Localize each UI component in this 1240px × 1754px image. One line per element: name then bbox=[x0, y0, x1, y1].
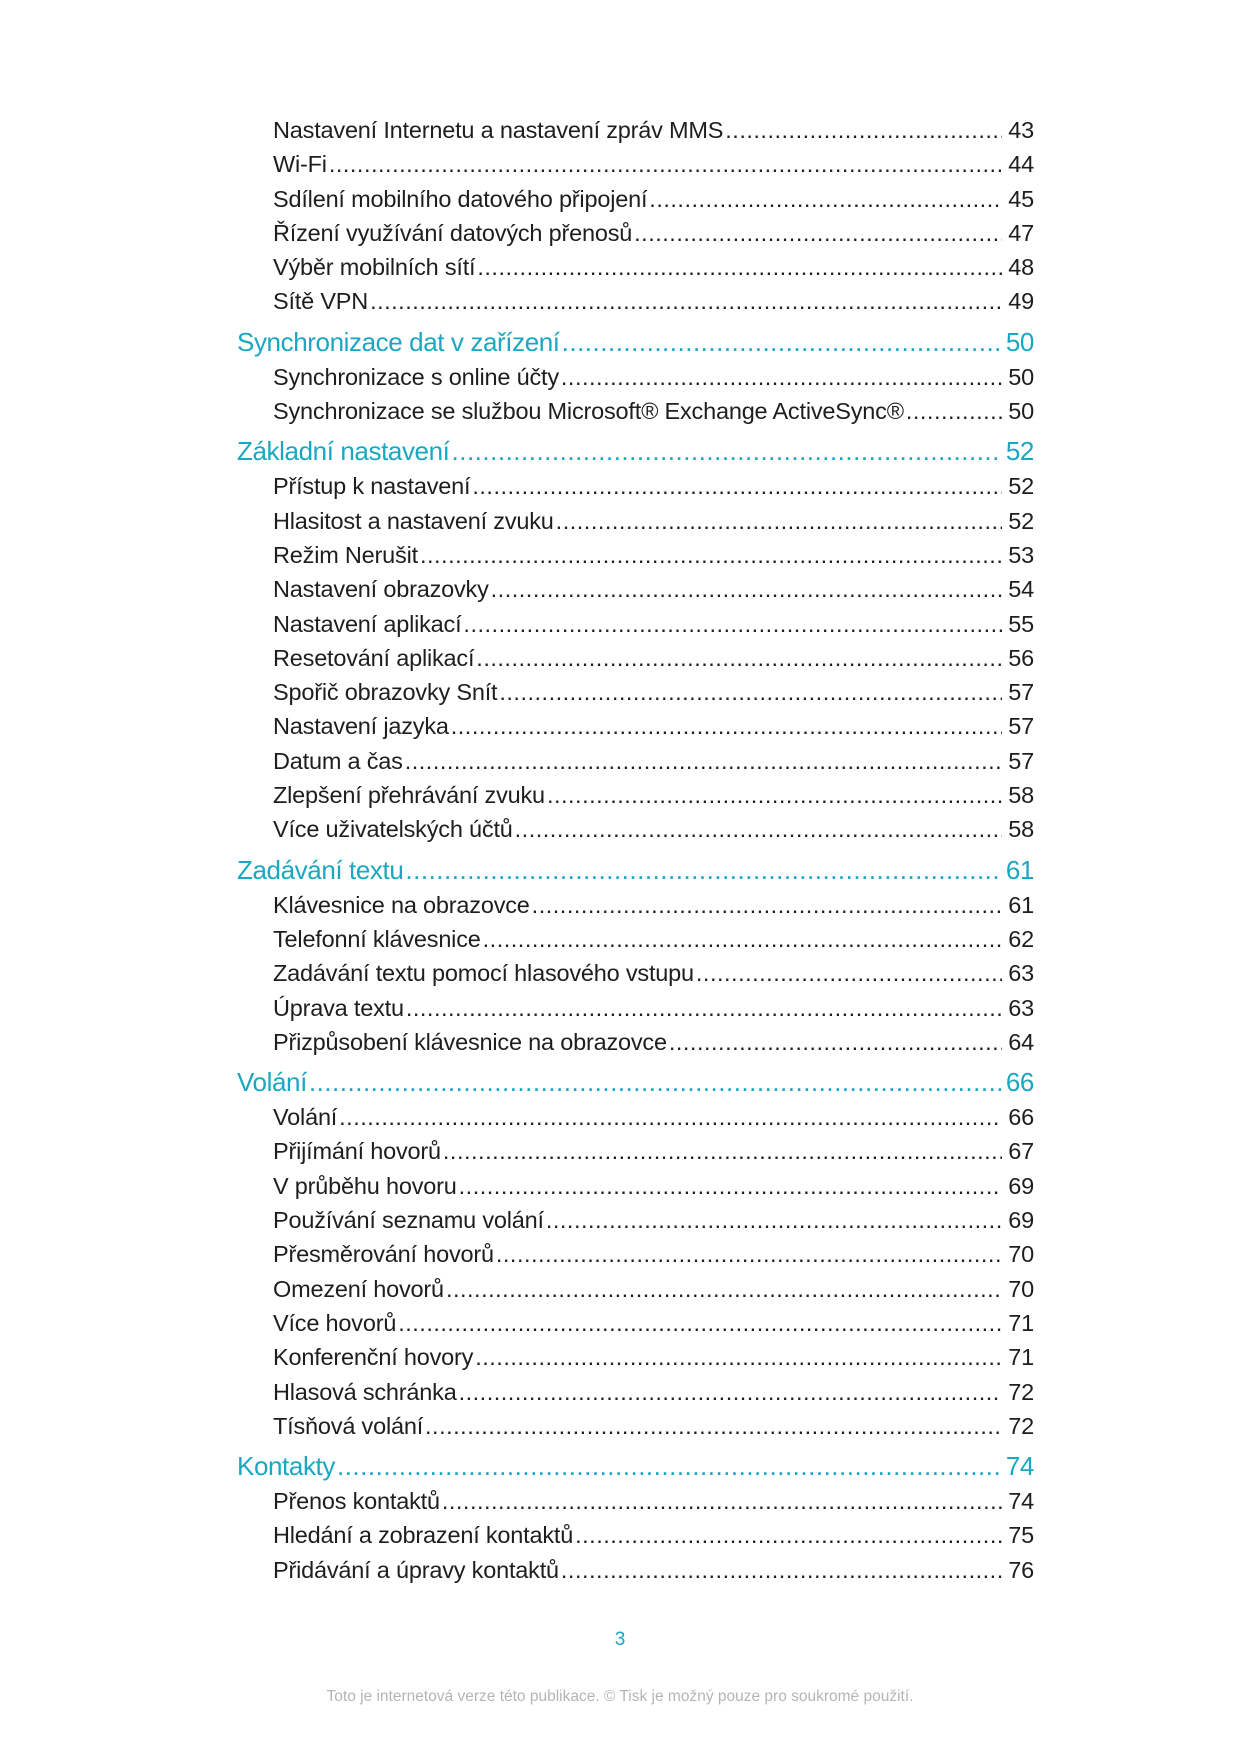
dot-leader bbox=[496, 1237, 1002, 1271]
dot-leader bbox=[337, 1446, 1002, 1484]
toc-title: Přesměrování hovorů bbox=[273, 1241, 494, 1268]
toc-page-number: 66 bbox=[1008, 1104, 1034, 1131]
toc-page-number: 45 bbox=[1008, 185, 1034, 212]
toc-entry[interactable] bbox=[273, 1553, 1034, 1587]
toc-entry[interactable] bbox=[273, 778, 1034, 812]
dot-leader bbox=[472, 469, 1002, 503]
toc-entry[interactable] bbox=[273, 1169, 1034, 1203]
toc-title: Nastavení obrazovky bbox=[273, 576, 489, 603]
toc-entry[interactable] bbox=[273, 744, 1034, 778]
dot-leader bbox=[561, 360, 1002, 394]
toc-chapter[interactable] bbox=[237, 1062, 1034, 1100]
toc-title: Synchronizace dat v zařízení bbox=[237, 326, 560, 357]
toc-entry[interactable] bbox=[273, 709, 1034, 743]
toc-page-number: 57 bbox=[1008, 679, 1034, 706]
toc-entry[interactable] bbox=[273, 1134, 1034, 1168]
dot-leader bbox=[420, 538, 1002, 572]
toc-entry[interactable] bbox=[273, 1100, 1034, 1134]
dot-leader bbox=[475, 1340, 1002, 1374]
toc-entry[interactable] bbox=[273, 182, 1034, 216]
dot-leader bbox=[476, 641, 1002, 675]
dot-leader bbox=[463, 607, 1002, 641]
toc-title: Přijímání hovorů bbox=[273, 1138, 441, 1165]
dot-leader bbox=[562, 322, 1002, 360]
toc-page-number: 70 bbox=[1008, 1241, 1034, 1268]
toc-page-number: 50 bbox=[1008, 363, 1034, 390]
toc-page-number: 52 bbox=[1005, 436, 1034, 467]
toc-title: Základní nastavení bbox=[237, 436, 450, 467]
toc-title: Více hovorů bbox=[273, 1309, 397, 1336]
toc-page-number: 50 bbox=[1008, 398, 1034, 425]
dot-leader bbox=[556, 504, 1002, 538]
toc-entry[interactable] bbox=[273, 1237, 1034, 1271]
toc-page-number: 58 bbox=[1008, 782, 1034, 809]
toc-entry[interactable] bbox=[273, 1272, 1034, 1306]
toc-entry[interactable] bbox=[273, 641, 1034, 675]
dot-leader bbox=[725, 113, 1002, 147]
toc-page-number: 75 bbox=[1008, 1522, 1034, 1549]
toc-entry[interactable] bbox=[273, 956, 1034, 990]
dot-leader bbox=[459, 1169, 1002, 1203]
dot-leader bbox=[491, 572, 1002, 606]
toc-page-number: 54 bbox=[1008, 576, 1034, 603]
toc-chapter[interactable] bbox=[237, 850, 1034, 888]
page-number: 3 bbox=[614, 1629, 626, 1650]
dot-leader bbox=[906, 394, 1002, 428]
toc-entry[interactable] bbox=[273, 1306, 1034, 1340]
toc-entry[interactable] bbox=[273, 922, 1034, 956]
dot-leader bbox=[329, 147, 1002, 181]
toc-title: Řízení využívání datových přenosů bbox=[273, 219, 633, 246]
dot-leader bbox=[499, 675, 1002, 709]
toc-page-number: 53 bbox=[1008, 541, 1034, 568]
toc-page-number: 58 bbox=[1008, 816, 1034, 843]
dot-leader bbox=[459, 1375, 1002, 1409]
toc-chapter[interactable] bbox=[237, 1446, 1034, 1484]
toc-entry[interactable] bbox=[273, 284, 1034, 318]
toc-title: V průběhu hovoru bbox=[273, 1172, 457, 1199]
toc-title: Datum a čas bbox=[273, 747, 403, 774]
toc-title: Resetování aplikací bbox=[273, 644, 475, 671]
dot-leader bbox=[561, 1553, 1002, 1587]
toc-entry[interactable] bbox=[273, 1025, 1034, 1059]
dot-leader bbox=[442, 1484, 1002, 1518]
dot-leader bbox=[515, 812, 1002, 846]
toc-title: Zadávání textu bbox=[237, 854, 404, 885]
toc-entry[interactable] bbox=[273, 1203, 1034, 1237]
toc-title: Hlasová schránka bbox=[273, 1378, 457, 1405]
toc-page-number: 69 bbox=[1008, 1172, 1034, 1199]
toc-title: Úprava textu bbox=[273, 994, 404, 1021]
toc-title: Více uživatelských účtů bbox=[273, 816, 513, 843]
dot-leader bbox=[405, 744, 1002, 778]
toc-entry[interactable] bbox=[273, 607, 1034, 641]
toc-title: Režim Nerušit bbox=[273, 541, 418, 568]
toc-page-number: 56 bbox=[1008, 644, 1034, 671]
toc-title: Přidávání a úpravy kontaktů bbox=[273, 1556, 559, 1583]
toc-title: Telefonní klávesnice bbox=[273, 925, 481, 952]
toc-page-number: 63 bbox=[1008, 960, 1034, 987]
dot-leader bbox=[405, 850, 1002, 888]
dot-leader bbox=[443, 1134, 1002, 1168]
dot-leader bbox=[477, 250, 1002, 284]
toc-page-number: 69 bbox=[1008, 1207, 1034, 1234]
toc-page-number: 71 bbox=[1008, 1344, 1034, 1371]
dot-leader bbox=[339, 1100, 1002, 1134]
toc-title: Přizpůsobení klávesnice na obrazovce bbox=[273, 1028, 667, 1055]
dot-leader bbox=[532, 888, 1002, 922]
toc-page-number: 61 bbox=[1008, 891, 1034, 918]
toc-page-number: 47 bbox=[1008, 219, 1034, 246]
toc-page-number: 74 bbox=[1008, 1488, 1034, 1515]
toc-entry[interactable] bbox=[273, 394, 1034, 428]
toc-entry[interactable] bbox=[273, 888, 1034, 922]
dot-leader bbox=[483, 922, 1002, 956]
toc-page-number: 64 bbox=[1008, 1028, 1034, 1055]
dot-leader bbox=[398, 1306, 1002, 1340]
toc-page-number: 74 bbox=[1005, 1451, 1034, 1482]
toc-entry[interactable] bbox=[273, 250, 1034, 284]
toc-title: Nastavení Internetu a nastavení zpráv MMS bbox=[273, 117, 724, 143]
toc-page-number: 43 bbox=[1008, 117, 1034, 143]
dot-leader bbox=[370, 284, 1002, 318]
dot-leader bbox=[309, 1062, 1002, 1100]
toc-page-number: 52 bbox=[1008, 507, 1034, 534]
toc-title: Volání bbox=[237, 1067, 307, 1098]
toc-title: Hledání a zobrazení kontaktů bbox=[273, 1522, 574, 1549]
toc-title: Spořič obrazovky Snít bbox=[273, 679, 498, 706]
toc-title: Používání seznamu volání bbox=[273, 1207, 544, 1234]
toc-entry[interactable] bbox=[273, 360, 1034, 394]
dot-leader bbox=[546, 1203, 1002, 1237]
toc-entry[interactable] bbox=[273, 504, 1034, 538]
toc-title: Tísňová volání bbox=[273, 1412, 424, 1439]
toc-page-number: 48 bbox=[1008, 254, 1034, 281]
toc-title: Zadávání textu pomocí hlasového vstupu bbox=[273, 960, 694, 987]
toc-entry[interactable] bbox=[273, 572, 1034, 606]
toc-page-number: 71 bbox=[1008, 1309, 1034, 1336]
dot-leader bbox=[634, 216, 1002, 250]
toc-title: Wi-Fi bbox=[273, 151, 327, 178]
toc-title: Výběr mobilních sítí bbox=[273, 254, 476, 281]
toc-title: Synchronizace se službou Microsoft® Exchange ActiveSync® bbox=[273, 398, 904, 425]
toc-page-number: 66 bbox=[1005, 1067, 1034, 1098]
toc-page-number: 50 bbox=[1005, 326, 1034, 357]
toc-page-number: 72 bbox=[1008, 1378, 1034, 1405]
dot-leader bbox=[575, 1518, 1002, 1552]
toc-page-number: 55 bbox=[1008, 610, 1034, 637]
toc-chapter[interactable] bbox=[237, 322, 1034, 360]
toc-entry[interactable] bbox=[273, 538, 1034, 572]
toc-page-number: 70 bbox=[1008, 1275, 1034, 1302]
toc-entry[interactable] bbox=[273, 1375, 1034, 1409]
footer-note: Toto je internetová verze této publikace. © Tisk je možný pouze pro soukromé použití. bbox=[326, 1688, 914, 1705]
toc-title: Volání bbox=[273, 1104, 338, 1131]
toc-page-number: 49 bbox=[1008, 288, 1034, 315]
toc-title: Sítě VPN bbox=[273, 288, 369, 315]
toc-entry[interactable] bbox=[273, 1518, 1034, 1552]
toc-chapter[interactable] bbox=[237, 431, 1034, 469]
toc-page-number: 72 bbox=[1008, 1412, 1034, 1439]
toc-title: Konferenční hovory bbox=[273, 1344, 474, 1371]
toc-title: Přístup k nastavení bbox=[273, 473, 471, 500]
toc-page-number: 63 bbox=[1008, 994, 1034, 1021]
toc-entry[interactable] bbox=[273, 991, 1034, 1025]
dot-leader bbox=[446, 1272, 1002, 1306]
toc-title: Hlasitost a nastavení zvuku bbox=[273, 507, 554, 534]
toc-page-number: 61 bbox=[1005, 854, 1034, 885]
toc-title: Klávesnice na obrazovce bbox=[273, 891, 530, 918]
dot-leader bbox=[452, 431, 1003, 469]
toc-page-number: 67 bbox=[1008, 1138, 1034, 1165]
toc-entry[interactable] bbox=[273, 1484, 1034, 1518]
toc-page-number: 57 bbox=[1008, 747, 1034, 774]
toc-title: Zlepšení přehrávání zvuku bbox=[273, 782, 545, 809]
toc-title: Synchronizace s online účty bbox=[273, 363, 559, 390]
toc-entry[interactable] bbox=[273, 1340, 1034, 1374]
toc-page-number: 57 bbox=[1008, 713, 1034, 740]
toc-entry[interactable] bbox=[273, 675, 1034, 709]
toc-entry[interactable] bbox=[273, 812, 1034, 846]
dot-leader bbox=[669, 1025, 1002, 1059]
toc-title: Kontakty bbox=[237, 1451, 335, 1482]
toc-title: Nastavení aplikací bbox=[273, 610, 462, 637]
toc-page-number: 62 bbox=[1008, 925, 1034, 952]
toc-title: Nastavení jazyka bbox=[273, 713, 449, 740]
dot-leader bbox=[451, 709, 1002, 743]
toc-title: Přenos kontaktů bbox=[273, 1488, 440, 1515]
dot-leader bbox=[425, 1409, 1002, 1443]
dot-leader bbox=[406, 991, 1002, 1025]
dot-leader bbox=[696, 956, 1002, 990]
toc-entry[interactable] bbox=[273, 469, 1034, 503]
toc-page-number: 52 bbox=[1008, 473, 1034, 500]
toc-entry[interactable] bbox=[273, 1409, 1034, 1443]
dot-leader bbox=[547, 778, 1002, 812]
toc-title: Omezení hovorů bbox=[273, 1275, 444, 1302]
toc-page-number: 44 bbox=[1008, 151, 1034, 178]
toc-title: Sdílení mobilního datového připojení bbox=[273, 185, 648, 212]
dot-leader bbox=[649, 182, 1002, 216]
toc-entry[interactable] bbox=[273, 113, 1034, 147]
table-of-contents bbox=[237, 113, 1034, 1587]
toc-page-number: 76 bbox=[1008, 1556, 1034, 1583]
toc-entry[interactable] bbox=[273, 216, 1034, 250]
toc-entry[interactable] bbox=[273, 147, 1034, 181]
